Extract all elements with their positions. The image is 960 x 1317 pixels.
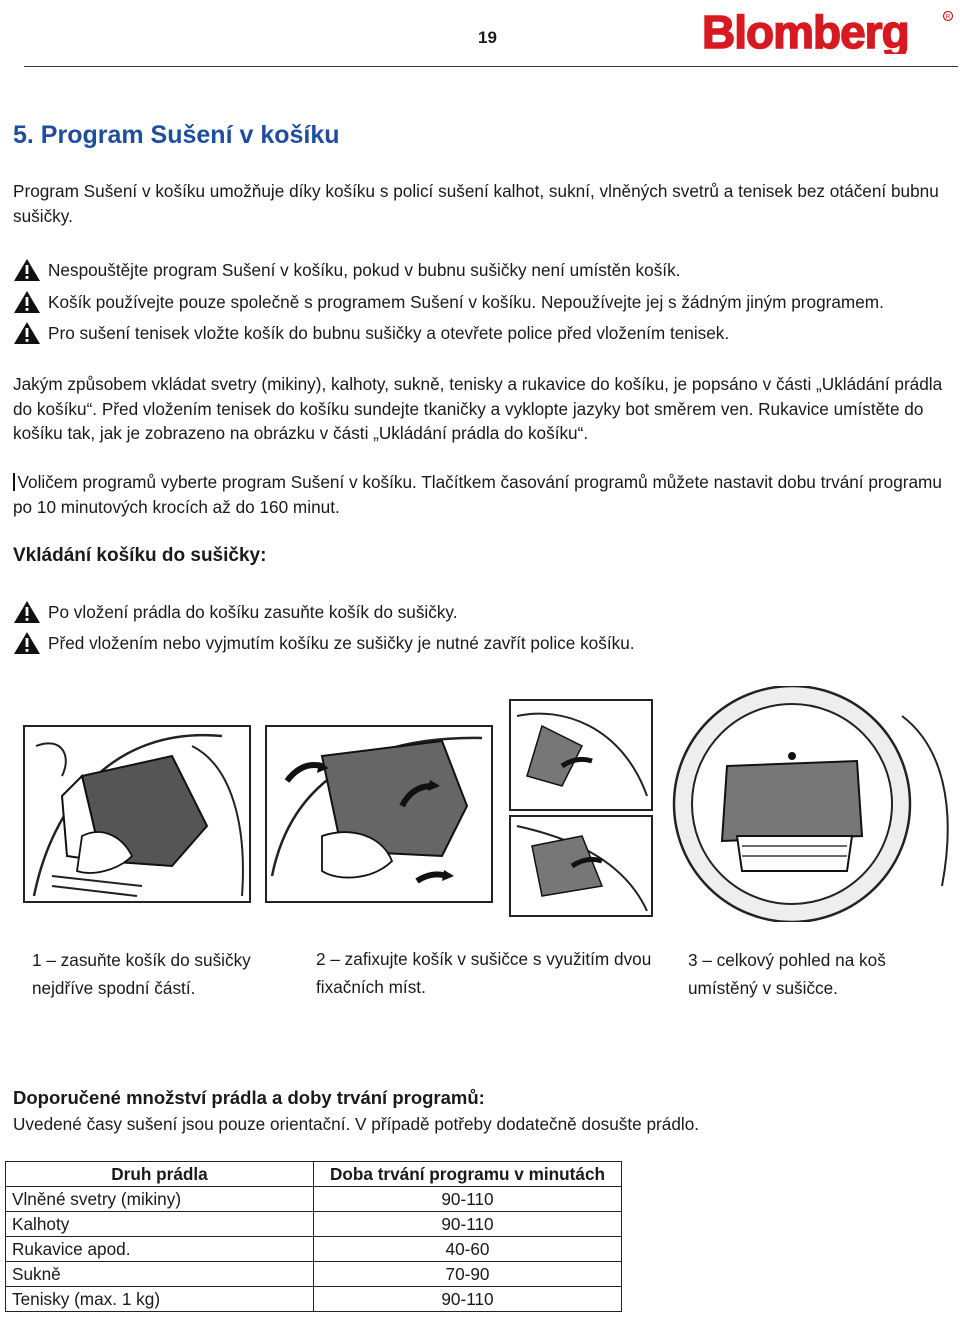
basket-illustrations — [22, 686, 958, 922]
text-cursor — [13, 473, 15, 491]
warning-triangle-icon — [13, 290, 41, 314]
warning-item — [13, 319, 729, 347]
table-cell: Rukavice apod. — [6, 1237, 314, 1262]
warning-text: Po vložení prádla do košíku zasuňte košík do sušičky. — [48, 601, 458, 622]
table-header-row — [6, 1162, 622, 1187]
brand-logo — [700, 6, 956, 59]
table-cell: Sukně — [6, 1262, 314, 1287]
caption-step-2: 2 – zafixujte košík v sušičce s využitím dvou fixačních míst. — [316, 949, 652, 997]
warning-text: Pro sušení tenisek vložte košík do bubnu sušičky a otevřete police před vložením tenisek. — [48, 322, 730, 343]
caption-step-1: 1 – zasuňte košík do sušičky nejdříve spodní částí. — [32, 950, 251, 998]
illustration-step-2 — [266, 726, 492, 902]
illustration-step-2-detail-bottom — [510, 816, 652, 916]
table-row — [6, 1212, 622, 1237]
warning-text: Košík používejte pouze společně s programem Sušení v košíku. Nepoužívejte jej s žádným jiným programem. — [48, 291, 884, 312]
caption-step-3: 3 – celkový pohled na koš umístěný v sušičce. — [688, 950, 886, 998]
table-cell: 70-90 — [314, 1262, 622, 1287]
illustration-step-1 — [24, 726, 250, 902]
recommended-note: Uvedené časy sušení jsou pouze orientační. V případě potřeby dodatečně dosušte prádlo. — [13, 1114, 700, 1134]
warning-item — [13, 629, 635, 657]
warning-text: Před vložením nebo vyjmutím košíku ze sušičky je nutné zavřít police košíku. — [48, 632, 635, 653]
header-divider — [24, 66, 958, 67]
loading-description: Jakým způsobem vkládat svetry (mikiny), kalhoty, sukně, tenisky a rukavice do košíku, je popsáno v části „Ukládání prádla do košíku“. Před vložením tenisek do košíku sundejte tkaničky a vyklopte jazyky bot směrem ven. Rukavice umístěte do košíku tak, jak je zobrazeno na obrázku v části „Ukládání prádla do košíku“. — [13, 374, 943, 443]
warning-item — [13, 256, 680, 284]
section-title: 5. Program Sušení v košíku — [13, 121, 340, 149]
svg-text:R: R — [945, 13, 951, 21]
loading-heading: Vkládání košíku do sušičky: — [13, 545, 267, 566]
program-selection-text: Voličem programů vyberte program Sušení v košíku. Tlačítkem časování programů můžete nastavit dobu trvání programu po 10 minutových krocích až do 160 minut. — [13, 472, 942, 517]
table-row — [6, 1237, 622, 1262]
table-cell: 40-60 — [314, 1237, 622, 1262]
table-cell: Vlněné svetry (mikiny) — [6, 1187, 314, 1212]
warning-triangle-icon — [13, 321, 41, 345]
intro-paragraph: Program Sušení v košíku umožňuje díky košíku s policí sušení kalhot, sukní, vlněných svetrů a tenisek bez otáčení bubnu sušičky. — [13, 181, 939, 226]
warning-item — [13, 598, 458, 626]
warning-text: Nespouštějte program Sušení v košíku, pokud v bubnu sušičky není umístěn košík. — [48, 259, 681, 280]
table-row — [6, 1287, 622, 1312]
illustration-step-2-detail-top — [510, 700, 652, 810]
page-number: 19 — [478, 28, 497, 47]
recommended-heading: Doporučené množství prádla a doby trvání programů: — [13, 1087, 485, 1108]
table-cell: Kalhoty — [6, 1212, 314, 1237]
table-row — [6, 1187, 622, 1212]
table-cell: Tenisky (max. 1 kg) — [6, 1287, 314, 1312]
warning-item — [13, 288, 884, 316]
warning-triangle-icon — [13, 600, 41, 624]
table-cell: 90-110 — [314, 1187, 622, 1212]
drying-times-table — [5, 1161, 622, 1312]
table-cell: 90-110 — [314, 1287, 622, 1312]
warning-triangle-icon — [13, 258, 41, 282]
table-header-cell: Doba trvání programu v minutách — [314, 1162, 622, 1187]
illustration-step-3 — [656, 686, 956, 922]
table-cell: 90-110 — [314, 1212, 622, 1237]
warning-triangle-icon — [13, 631, 41, 655]
svg-text:Blomberg: Blomberg — [702, 6, 909, 54]
table-header-cell: Druh prádla — [6, 1162, 314, 1187]
table-row — [6, 1262, 622, 1287]
program-selection-paragraph — [13, 470, 953, 519]
